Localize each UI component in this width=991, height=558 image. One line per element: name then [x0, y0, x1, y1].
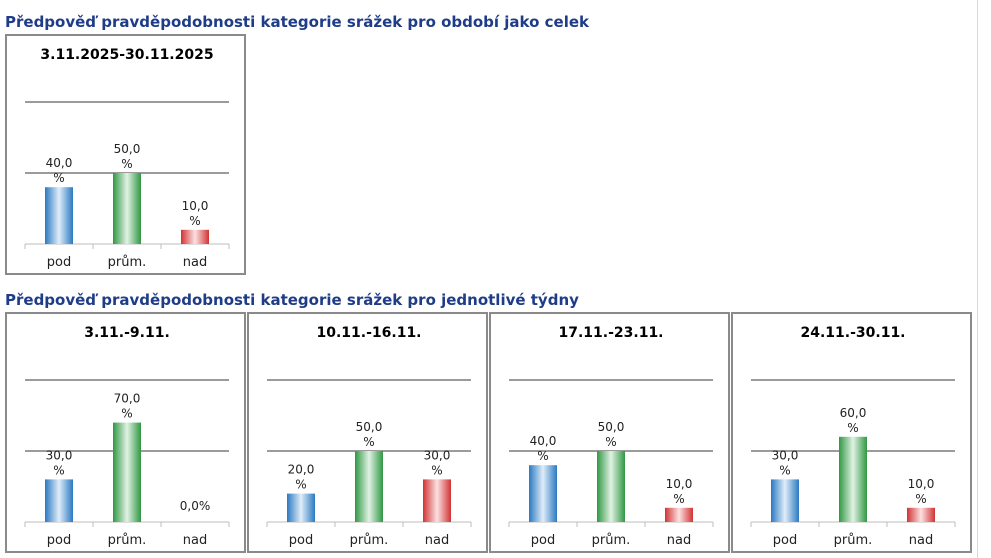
- chart-panel-whole-period: [5, 34, 246, 275]
- bar-nad: [423, 479, 451, 522]
- category-label-pod: pod: [772, 533, 798, 548]
- value-label-pod: 40,0 %: [529, 434, 557, 464]
- value-label-prum: 50,0 %: [597, 420, 625, 449]
- chart-title: 3.11.-9.11.: [84, 325, 170, 341]
- category-label-prum: prům.: [591, 533, 631, 548]
- category-label-nad: nad: [666, 533, 692, 548]
- bar-nad: [665, 508, 693, 522]
- value-label-nad: 10,0 %: [907, 476, 935, 506]
- category-label-prum: prům.: [833, 533, 873, 548]
- bar-chart-week-1: [7, 314, 248, 555]
- value-label-prum: 70,0 %: [113, 391, 141, 421]
- value-label-prum: 50,0 %: [113, 142, 141, 171]
- value-label-pod: 20,0 %: [287, 462, 315, 492]
- category-label-nad: nad: [424, 533, 450, 548]
- chart-panel-week-2: [247, 312, 488, 553]
- category-label-pod: pod: [46, 533, 72, 548]
- bar-nad: [181, 230, 209, 244]
- bar-prum: [839, 437, 867, 522]
- category-label-nad: nad: [908, 533, 934, 548]
- category-label-nad: nad: [182, 255, 208, 270]
- chart-title: 3.11.2025-30.11.2025: [40, 47, 214, 63]
- value-label-nad: 10,0 %: [181, 198, 209, 228]
- bar-chart-whole-period: [7, 36, 248, 277]
- chart-title: 10.11.-16.11.: [316, 325, 422, 341]
- bar-pod: [771, 479, 799, 522]
- bar-pod: [45, 479, 73, 522]
- bar-prum: [355, 451, 383, 522]
- value-label-pod: 30,0 %: [771, 448, 799, 478]
- bar-pod: [287, 494, 315, 522]
- value-label-nad: 0,0%: [179, 499, 211, 513]
- section-title-whole-period: Předpověď pravděpodobnosti kategorie srážek pro období jako celek: [5, 13, 590, 31]
- bar-chart-week-3: [491, 314, 732, 555]
- value-label-nad: 10,0 %: [665, 476, 693, 506]
- bar-prum: [597, 451, 625, 522]
- chart-panel-week-4: [731, 312, 972, 553]
- bar-nad: [907, 508, 935, 522]
- category-label-prum: prům.: [107, 255, 147, 270]
- value-label-prum: 60,0 %: [839, 405, 867, 435]
- bar-pod: [45, 187, 73, 244]
- value-label-pod: 30,0 %: [45, 448, 73, 478]
- category-label-pod: pod: [530, 533, 556, 548]
- bar-prum: [113, 173, 141, 244]
- value-label-prum: 50,0 %: [355, 420, 383, 449]
- category-label-prum: prům.: [107, 533, 147, 548]
- chart-panel-week-1: [5, 312, 246, 553]
- chart-panel-week-3: [489, 312, 730, 553]
- value-label-pod: 40,0 %: [45, 156, 73, 186]
- bar-chart-week-2: [249, 314, 490, 555]
- category-label-pod: pod: [288, 533, 314, 548]
- category-label-nad: nad: [182, 533, 208, 548]
- page-right-border: [977, 0, 978, 558]
- chart-title: 24.11.-30.11.: [800, 325, 906, 341]
- category-label-pod: pod: [46, 255, 72, 270]
- bar-pod: [529, 465, 557, 522]
- category-label-prum: prům.: [349, 533, 389, 548]
- section-title-weekly: Předpověď pravděpodobnosti kategorie srážek pro jednotlivé týdny: [5, 291, 579, 309]
- bar-prum: [113, 423, 141, 522]
- bar-chart-week-4: [733, 314, 974, 555]
- chart-title: 17.11.-23.11.: [558, 325, 664, 341]
- value-label-nad: 30,0 %: [423, 448, 451, 478]
